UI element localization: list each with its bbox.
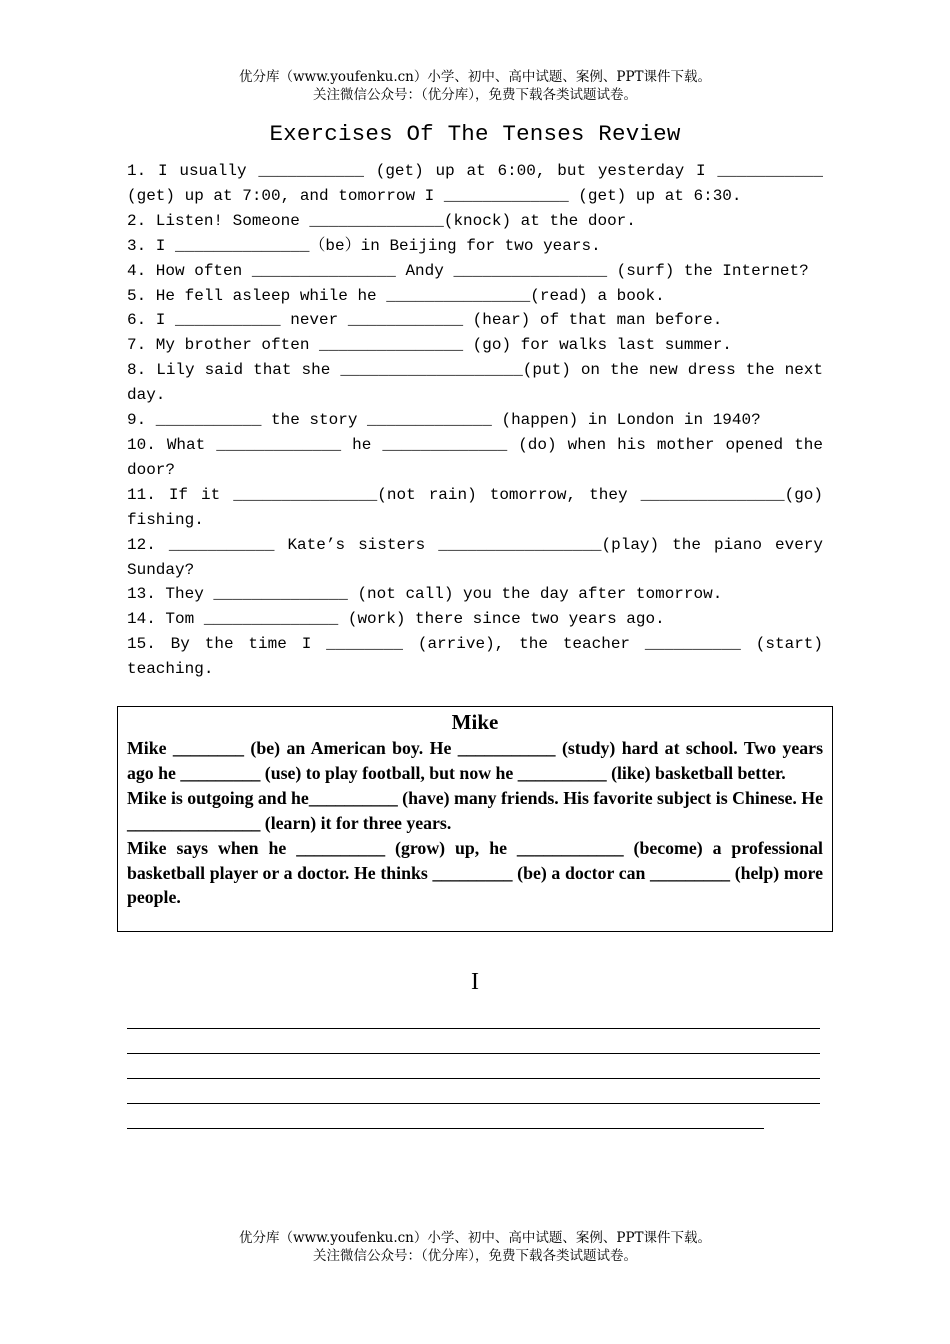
footer-line-2: 关注微信公众号：（优分库），免费下载各类试题试卷。: [313, 1248, 637, 1264]
exercise-item: 4. How often _______________ Andy ________________ (surf) the Internet?: [127, 261, 809, 280]
page-title: Exercises Of The Tenses Review: [269, 121, 681, 147]
mike-passage-box: [117, 706, 833, 932]
exercise-item: 3. I ______________（be）in Beijing for two years.: [127, 236, 601, 255]
page-footer: [0, 1229, 950, 1265]
page-header: [0, 68, 950, 104]
exercise-list: [127, 159, 833, 682]
exercise-item: 11. If it _______________(not rain) tomorrow, they _______________(go) fishing.: [127, 485, 833, 529]
footer-line-1: 优分库（www.youfenku.cn）小学、初中、高中试题、案例、PPT课件下载。: [238, 1230, 712, 1246]
exercise-item: 6. I ___________ never ____________ (hear) of that man before.: [127, 311, 723, 330]
mike-paragraph: Mike says when he __________ (grow) up, he ____________ (become) a professional basketball player or a doctor. He thinks _________ (be) a doctor can _________ (help) more people.: [127, 837, 828, 908]
mike-passage-title: Mike: [451, 710, 499, 734]
header-line-1: 优分库（www.youfenku.cn）小学、初中、高中试题、案例、PPT课件下载。: [238, 69, 712, 85]
header-line-2: 关注微信公众号：（优分库），免费下载各类试题试卷。: [313, 87, 637, 103]
writing-line: [127, 1103, 820, 1104]
writing-line: [127, 1028, 820, 1029]
writing-line: [127, 1128, 764, 1129]
exercise-item: 9. ___________ the story _____________ (happen) in London in 1940?: [127, 411, 761, 430]
exercise-item: 2. Listen! Someone ______________(knock) at the door.: [127, 211, 636, 230]
exercise-item: 5. He fell asleep while he _______________(read) a book.: [127, 286, 665, 305]
writing-line: [127, 1078, 820, 1079]
mike-paragraph: Mike is outgoing and he__________ (have) many friends. His favorite subject is Chinese. He _______________ (learn) it for three years.: [127, 787, 828, 833]
exercise-item: 14. Tom ______________ (work) there since two years ago.: [127, 610, 665, 629]
exercise-item: 12. ___________ Kate’s sisters _________________(play) the piano every Sunday?: [127, 535, 833, 579]
writing-line: [127, 1053, 820, 1054]
writing-title: I: [471, 969, 479, 995]
exercise-item: 7. My brother often _______________ (go) for walks last summer.: [127, 336, 732, 355]
exercise-item: 8. Lily said that she ___________________(put) on the new dress the next day.: [127, 361, 833, 405]
exercise-item: 1. I usually ___________ (get) up at 6:00, but yesterday I ___________ (get) up at 7:00, and tomorrow I _____________ (get) up at 6:30.: [127, 162, 833, 205]
exercise-item: 10. What _____________ he _____________ (do) when his mother opened the door?: [127, 435, 833, 479]
exercise-item: 15. By the time I ________ (arrive), the teacher __________ (start) teaching.: [127, 635, 833, 679]
exercise-item: 13. They ______________ (not call) you the day after tomorrow.: [127, 585, 723, 604]
mike-paragraph: Mike ________ (be) an American boy. He ___________ (study) hard at school. Two years ago he _________ (use) to play football, but now he __________ (like) basketball better.: [127, 738, 828, 783]
